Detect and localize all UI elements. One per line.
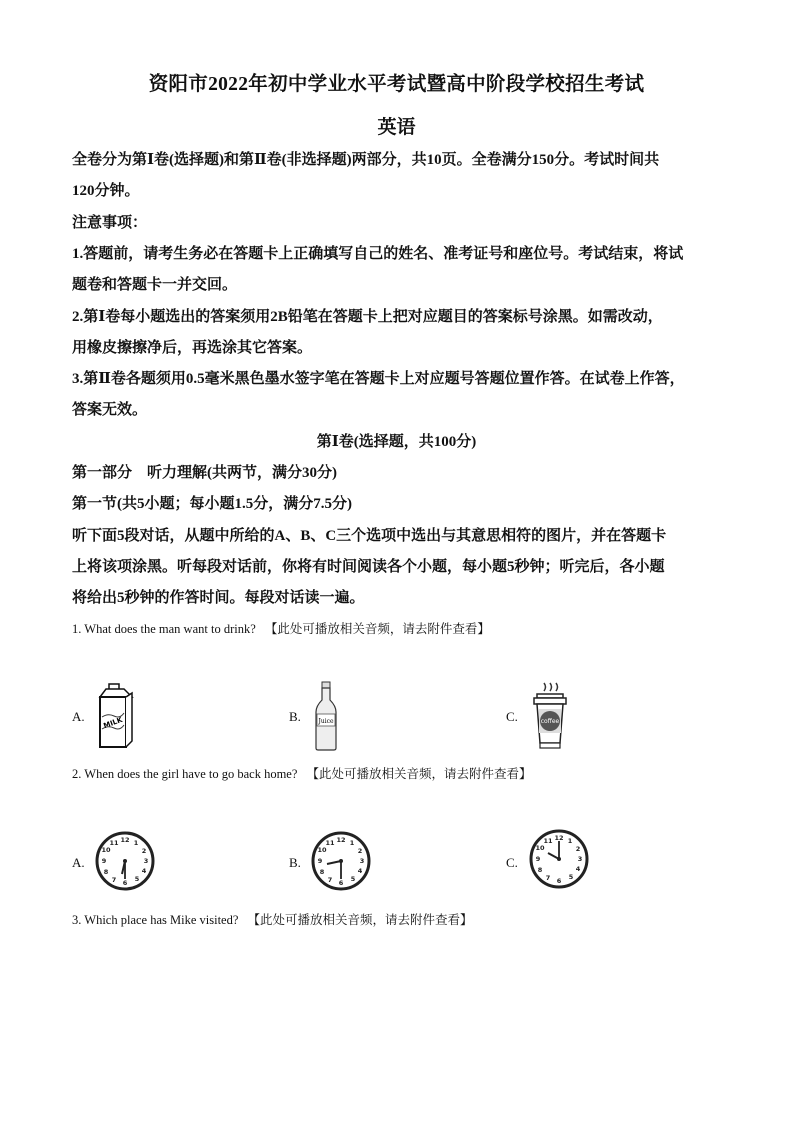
svg-text:6: 6 [122,879,128,887]
svg-text:4: 4 [575,865,581,873]
svg-text:6: 6 [556,877,562,885]
intro-line-1: 全卷分为第Ⅰ卷(选择题)和第Ⅱ卷(非选择题)两部分，共10页。全卷满分150分。考试时间共 [72,152,660,168]
note-1-line-1: 1.答题前，请考生务必在答题卡上正确填写自己的姓名、准考证号和座位号。考试结束，将试 [72,246,684,262]
svg-text:4: 4 [141,867,147,875]
svg-text:1: 1 [349,839,355,847]
svg-text:3: 3 [577,855,583,863]
svg-text:7: 7 [111,876,117,884]
svg-text:4: 4 [357,867,363,875]
svg-text:11: 11 [109,839,119,847]
coffee-label: coffee [540,718,560,725]
svg-text:7: 7 [327,876,333,884]
note-3-line-1: 3.第Ⅱ卷各题须用0.5毫米黑色墨水签字笔在答题卡上对应题号答题位置作答。在试卷上作答， [72,371,685,387]
note-1-line-2: 题卷和答题卡一并交回。 [72,277,238,293]
svg-text:1: 1 [567,837,573,845]
svg-text:10: 10 [535,844,545,852]
question-1-text: 1. What does the man want to drink? [72,622,256,636]
svg-text:5: 5 [350,875,356,883]
svg-text:3: 3 [359,857,365,865]
exam-subject: 英语 [377,117,416,138]
notes-heading: 注意事项： [72,215,148,231]
svg-text:9: 9 [317,857,323,865]
svg-text:12: 12 [336,836,346,844]
svg-text:7: 7 [545,874,551,882]
question-3-audio-note[interactable]: 【此处可播放相关音频，请去附件查看】 [247,913,473,927]
instructions-line-3: 将给出5秒钟的作答时间。每段对话读一遍。 [72,590,365,606]
part-title: 第一部分 听力理解(共两节，满分30分) [72,465,337,481]
instructions-line-1: 听下面5段对话，从题中所给的A、B、C三个选项中选出与其意思相符的图片，并在答题卡 [72,528,667,544]
juice-bottle-icon [313,680,339,752]
clock-icon-830 [310,830,372,892]
q1-option-a-label: A. [72,709,85,724]
svg-text:2: 2 [357,847,363,855]
svg-text:1: 1 [133,839,139,847]
svg-text:8: 8 [103,868,109,876]
intro-line-2: 120分钟。 [72,183,140,199]
svg-text:9: 9 [535,855,541,863]
svg-text:5: 5 [568,873,574,881]
svg-text:10: 10 [317,846,327,854]
instructions-line-2: 上将该项涂黑。听每段对话前，你将有时间阅读各个小题，每小题5秒钟；听完后，各小题 [72,559,665,575]
question-1 [72,620,490,638]
question-2 [72,765,532,783]
note-3-line-2: 答案无效。 [72,402,148,418]
coffee-cup-icon [530,681,570,751]
volume-title: 第Ⅰ卷(选择题，共100分) [316,434,477,450]
question-3 [72,911,473,929]
question-1-audio-note[interactable]: 【此处可播放相关音频，请去附件查看】 [264,622,490,636]
svg-text:12: 12 [120,836,130,844]
clock-icon-1000 [528,828,590,890]
note-2-line-1: 2.第Ⅰ卷每小题选出的答案须用2B铅笔在答题卡上把对应题目的答案标号涂黑。如需改动， [72,309,663,325]
q1-option-c-label: C. [506,709,518,724]
question-3-text: 3. Which place has Mike visited? [72,913,239,927]
svg-text:8: 8 [319,868,325,876]
svg-text:3: 3 [143,857,149,865]
note-2-line-2: 用橡皮擦擦净后，再选涂其它答案。 [72,340,313,356]
milk-label: MILK [102,715,124,731]
milk-carton-icon [96,683,136,749]
svg-text:2: 2 [141,847,147,855]
svg-text:10: 10 [101,846,111,854]
svg-text:9: 9 [101,857,107,865]
svg-text:2: 2 [575,845,581,853]
juice-label: Juice [318,718,334,725]
svg-text:8: 8 [537,866,543,874]
svg-text:12: 12 [554,834,564,842]
question-2-text: 2. When does the girl have to go back home? [72,767,298,781]
question-2-audio-note[interactable]: 【此处可播放相关音频，请去附件查看】 [306,767,532,781]
svg-text:11: 11 [543,837,553,845]
clock-icon-630 [94,830,156,892]
exam-title: 资阳市2022年初中学业水平考试暨高中阶段学校招生考试 [148,74,645,95]
q2-option-a-label: A. [72,855,85,870]
svg-text:6: 6 [338,879,344,887]
q1-option-b-label: B. [289,709,301,724]
q2-option-c-label: C. [506,855,518,870]
subsection-title: 第一节(共5小题；每小题1.5分，满分7.5分) [72,496,352,512]
svg-text:11: 11 [325,839,335,847]
svg-text:5: 5 [134,875,140,883]
q2-option-b-label: B. [289,855,301,870]
